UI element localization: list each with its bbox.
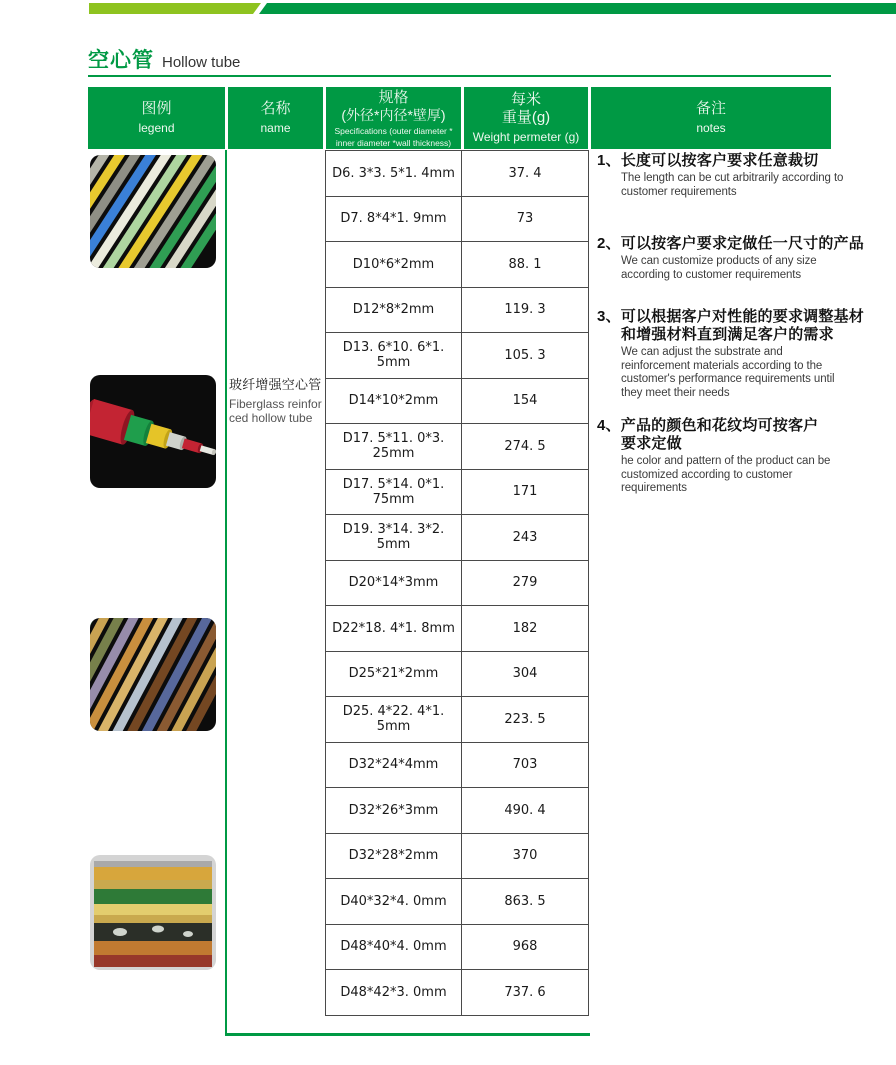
table-row (326, 196, 589, 242)
spec-table-body (326, 151, 589, 1016)
spec-cell: D32*24*4mm (326, 742, 462, 788)
note-1-en: The length can be cut arbitrarily according to customer requirements (621, 172, 844, 198)
spec-cell: D14*10*2mm (326, 378, 462, 424)
column-header-legend (88, 87, 225, 149)
note-1-zh: 1、长度可以按客户要求任意裁切 (597, 152, 819, 169)
weight-cell: 88. 1 (462, 242, 589, 288)
table-row (326, 651, 589, 697)
table-row (326, 333, 589, 379)
table-row (326, 833, 589, 879)
note-item-3 (597, 308, 892, 400)
column-header-notes (591, 87, 831, 149)
column-header-spec-zh2: (外径*内径*壁厚) (341, 106, 446, 123)
banner-stripe-light-green (89, 3, 261, 14)
table-row (326, 606, 589, 652)
note-item-2 (597, 235, 892, 282)
table-row (326, 560, 589, 606)
spec-cell: D17. 5*14. 0*1. 75mm (326, 469, 462, 515)
column-header-notes-zh: 备注 (695, 100, 726, 117)
spec-cell: D40*32*4. 0mm (326, 879, 462, 925)
legend-photo-telescopic-tubes (90, 375, 216, 488)
table-row (326, 697, 589, 743)
weight-cell: 304 (462, 651, 589, 697)
banner-stripe-dark-green (259, 3, 896, 14)
legend-photo-stacked-patterned-tubes (90, 855, 216, 970)
note-item-4 (597, 417, 892, 496)
spec-cell: D25*21*2mm (326, 651, 462, 697)
column-header-weight (464, 87, 588, 149)
table-row (326, 151, 589, 197)
note-item-1 (597, 152, 892, 199)
weight-cell: 490. 4 (462, 788, 589, 834)
spec-cell: D48*40*4. 0mm (326, 924, 462, 970)
title-underline (88, 75, 831, 77)
column-header-spec-en1: Specifications (outer diameter * (334, 125, 453, 136)
weight-cell: 171 (462, 469, 589, 515)
column-header-weight-zh1: 每米 (510, 91, 541, 108)
table-row (326, 879, 589, 925)
table-row (326, 970, 589, 1016)
product-name-en: Fiberglass reinforced hollow tube (229, 397, 322, 425)
spec-cell: D6. 3*3. 5*1. 4mm (326, 151, 462, 197)
legend-photo-assorted-color-tubes (90, 155, 216, 268)
legend-name-divider-line (225, 150, 227, 1036)
notes-column (597, 150, 892, 1040)
weight-cell: 370 (462, 833, 589, 879)
table-bottom-line (225, 1033, 590, 1036)
weight-cell: 223. 5 (462, 697, 589, 743)
weight-cell: 154 (462, 378, 589, 424)
note-3-en: We can adjust the substrate and reinforcement materials according to the customer's performance requirements until they meet their needs (621, 346, 835, 399)
table-row (326, 515, 589, 561)
spec-cell: D48*42*3. 0mm (326, 970, 462, 1016)
spec-cell: D32*26*3mm (326, 788, 462, 834)
spec-cell: D22*18. 4*1. 8mm (326, 606, 462, 652)
table-row (326, 242, 589, 288)
spec-cell: D12*8*2mm (326, 287, 462, 333)
spec-cell: D20*14*3mm (326, 560, 462, 606)
table-row (326, 378, 589, 424)
note-3-zh-line1: 3、可以根据客户对性能的要求调整基材 (597, 308, 864, 325)
page-title-en: Hollow tube (162, 54, 241, 71)
spec-cell: D10*6*2mm (326, 242, 462, 288)
column-header-spec-en2: inner diameter *wall thickness) (335, 137, 452, 148)
weight-cell: 119. 3 (462, 287, 589, 333)
column-header-spec (326, 87, 461, 149)
column-header-weight-zh2: 重量(g) (501, 109, 551, 126)
table-row (326, 924, 589, 970)
column-header-legend-zh: 图例 (141, 100, 172, 117)
table-row (326, 424, 589, 470)
spec-cell: D19. 3*14. 3*2. 5mm (326, 515, 462, 561)
legend-photo-patterned-tubes (90, 618, 216, 731)
weight-cell: 737. 6 (462, 970, 589, 1016)
table-row (326, 742, 589, 788)
table-row (326, 788, 589, 834)
page-title (88, 44, 240, 74)
spec-cell: D7. 8*4*1. 9mm (326, 196, 462, 242)
note-3-zh-line2: 和增强材料直到满足客户的需求 (621, 326, 834, 343)
column-header-weight-en: Weight permeter (g) (472, 130, 580, 144)
weight-cell: 182 (462, 606, 589, 652)
weight-cell: 73 (462, 196, 589, 242)
spec-cell: D25. 4*22. 4*1. 5mm (326, 697, 462, 743)
spec-cell: D17. 5*11. 0*3. 25mm (326, 424, 462, 470)
weight-cell: 863. 5 (462, 879, 589, 925)
column-header-spec-zh1: 规格 (378, 88, 409, 106)
column-header-notes-en: notes (696, 121, 726, 135)
note-2-en: We can customize products of any size according to customer requirements (621, 255, 817, 281)
product-name-zh: 玻纤增强空心管 (229, 377, 322, 392)
column-header-name-zh: 名称 (260, 100, 291, 117)
note-2-zh: 2、可以按客户要求定做任一尺寸的产品 (597, 235, 864, 252)
weight-cell: 968 (462, 924, 589, 970)
column-header-name (228, 87, 323, 149)
spec-cell: D13. 6*10. 6*1. 5mm (326, 333, 462, 379)
weight-cell: 279 (462, 560, 589, 606)
column-header-name-en: name (260, 121, 291, 135)
note-4-en: he color and pattern of the product can be customized according to customer requirements (621, 455, 831, 494)
table-row (326, 469, 589, 515)
product-name-cell (229, 377, 325, 425)
spec-cell: D32*28*2mm (326, 833, 462, 879)
weight-cell: 105. 3 (462, 333, 589, 379)
page-title-zh: 空心管 (88, 49, 154, 72)
column-header-legend-en: legend (138, 121, 175, 135)
weight-cell: 37. 4 (462, 151, 589, 197)
table-row (326, 287, 589, 333)
note-4-zh-line2: 要求定做 (621, 435, 682, 452)
weight-cell: 243 (462, 515, 589, 561)
weight-cell: 274. 5 (462, 424, 589, 470)
note-4-zh-line1: 4、产品的颜色和花纹均可按客户 (597, 417, 819, 434)
spec-weight-table (325, 150, 589, 1016)
weight-cell: 703 (462, 742, 589, 788)
